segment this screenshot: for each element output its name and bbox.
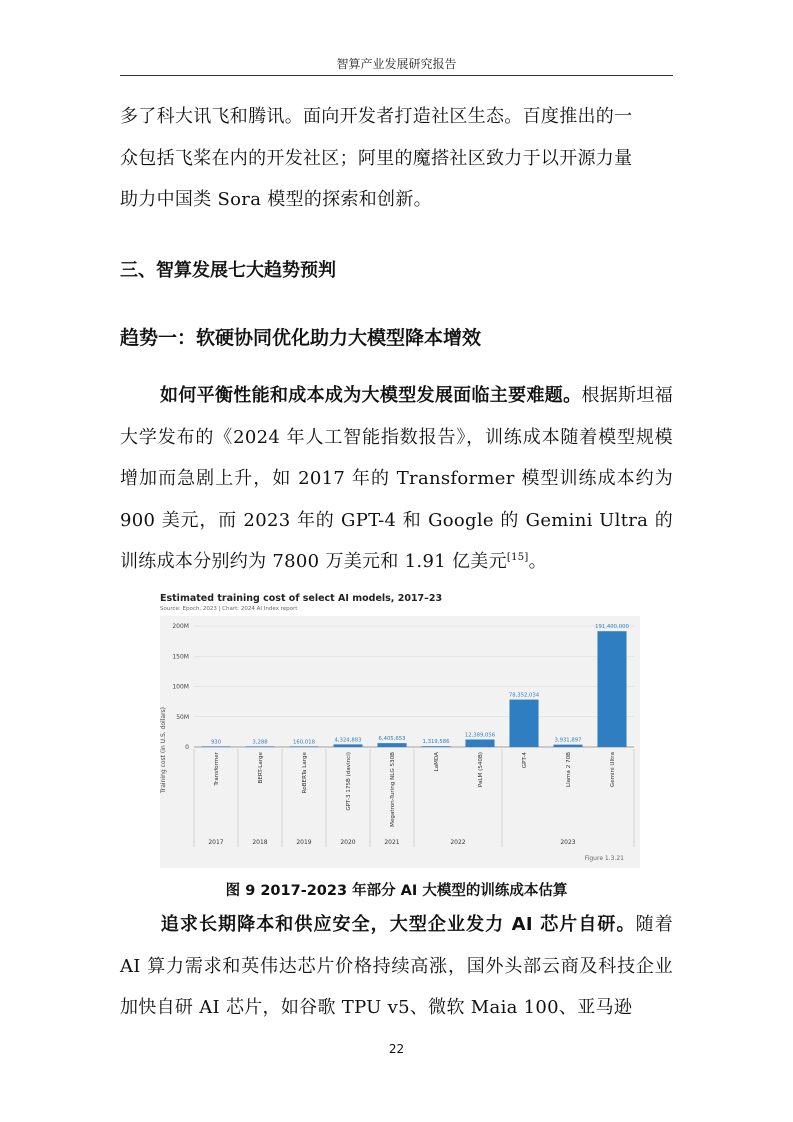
data-label: 191,400,000 [595, 624, 629, 631]
xtick-label: Gemini Ultra [610, 752, 616, 788]
year-label: 2020 [340, 839, 356, 846]
ytick-label: 0 [185, 744, 189, 751]
xtick-label: RoBERTa Large [302, 752, 308, 794]
xtick-label: PaLM (540B) [478, 752, 484, 788]
chart-ylabel: Training cost (in U.S. dollars) [160, 706, 167, 794]
bar-gpt-3-175b-davinci- [333, 744, 362, 747]
figure-label: Figure 1.3.21 [584, 855, 624, 862]
page-number: 22 [388, 1042, 405, 1056]
bar-gemini-ultra [597, 631, 626, 747]
data-label: 930 [210, 739, 222, 746]
ytick-label: 100M [172, 683, 189, 691]
year-label: 2023 [560, 839, 576, 846]
data-label: 3,288 [252, 739, 268, 746]
xtick-label: Transformer [214, 752, 220, 786]
data-label: 3,931,897 [554, 737, 582, 744]
bar-gpt-4 [509, 700, 538, 747]
running-header: 智算产业发展研究报告 [336, 57, 457, 71]
data-label: 160,018 [293, 739, 315, 746]
intro-line-2: 众包括飞桨在内的开发社区；阿里的魔搭社区致力于以开源力量 [120, 147, 633, 169]
xtick-label: GPT-4 [522, 752, 528, 769]
bar-bert-large [245, 746, 274, 747]
paragraph-cost-body: 根据斯坦福大学发布的《2024 年人工智能指数报告》，训练成本随着模型规模增加而急剧上升，如 2017 年的 Transformer 模型训练成本约为 900 美元，而 2023 年的 GPT-4 和 Google 的 Gemini Ultra 的训练成本分别约为 7800 万美元和 1.91 亿美元 [120, 385, 673, 572]
citation-15: [15] [506, 552, 529, 563]
ytick-label: 150M [172, 653, 189, 661]
paragraph-cost-lead: 如何平衡性能和成本成为大模型发展面临主要难题。 [160, 385, 582, 406]
paragraph-cost-end: 。 [528, 551, 547, 572]
bar-palm-540b- [465, 740, 494, 747]
paragraph-cost [120, 375, 673, 583]
ytick-label: 200M [172, 623, 189, 630]
bar-roberta-large [289, 746, 318, 747]
data-label: 4,324,883 [334, 737, 362, 744]
xtick-label: BERT-Large [258, 752, 264, 784]
data-label: 1,319,586 [422, 739, 450, 746]
xtick-label: LaMDA [434, 752, 440, 772]
bar-transformer [201, 746, 230, 747]
ytick-label: 50M [176, 713, 189, 721]
chart-svg [160, 590, 640, 868]
intro-paragraph [120, 96, 673, 221]
data-label: 78,352,034 [508, 692, 540, 699]
paragraph-chips-lead: 追求长期降本和供应安全，大型企业发力 AI 芯片自研。 [160, 914, 636, 935]
bar-megatron-turing-nlg-530b [377, 743, 406, 747]
year-label: 2022 [450, 839, 466, 846]
xtick-label: GPT-3 175B (davinci) [346, 752, 352, 811]
year-label: 2021 [384, 839, 400, 846]
section-heading: 三、智算发展七大趋势预判 [120, 260, 336, 281]
figure-caption: 图 9 2017-2023 年部分 AI 大模型的训练成本估算 [225, 883, 568, 899]
bar-lamda [421, 746, 450, 747]
trend-heading: 趋势一：软硬协同优化助力大模型降本增效 [120, 327, 482, 349]
year-label: 2019 [296, 839, 312, 846]
intro-line-3: 助力中国类 Sora 模型的探索和创新。 [120, 189, 432, 210]
data-label: 6,405,653 [378, 736, 406, 743]
xtick-label: Llama 2 70B [566, 752, 572, 788]
paragraph-chips-body: 随着 AI 算力需求和英伟达芯片价格持续高涨，国外头部云商及科技企业加快自研 AI 芯片，如谷歌 TPU v5、微软 Maia 100、亚马逊 [120, 914, 673, 1018]
chart-subtitle: Source: Epoch, 2023 | Chart: 2024 AI Index report [160, 606, 298, 612]
bar-llama-2-70b [553, 745, 582, 747]
xtick-label: Megatron-Turing NLG 530B [390, 752, 396, 827]
year-label: 2018 [252, 839, 268, 846]
chart-title: Estimated training cost of select AI models, 2017–23 [160, 593, 443, 604]
header-rule [120, 75, 673, 76]
paragraph-chips [120, 904, 673, 1029]
training-cost-chart [160, 590, 640, 868]
intro-line-1: 多了科大讯飞和腾讯。面向开发者打造社区生态。百度推出的一 [120, 106, 633, 127]
year-label: 2017 [208, 839, 224, 846]
data-label: 12,389,056 [464, 732, 496, 739]
